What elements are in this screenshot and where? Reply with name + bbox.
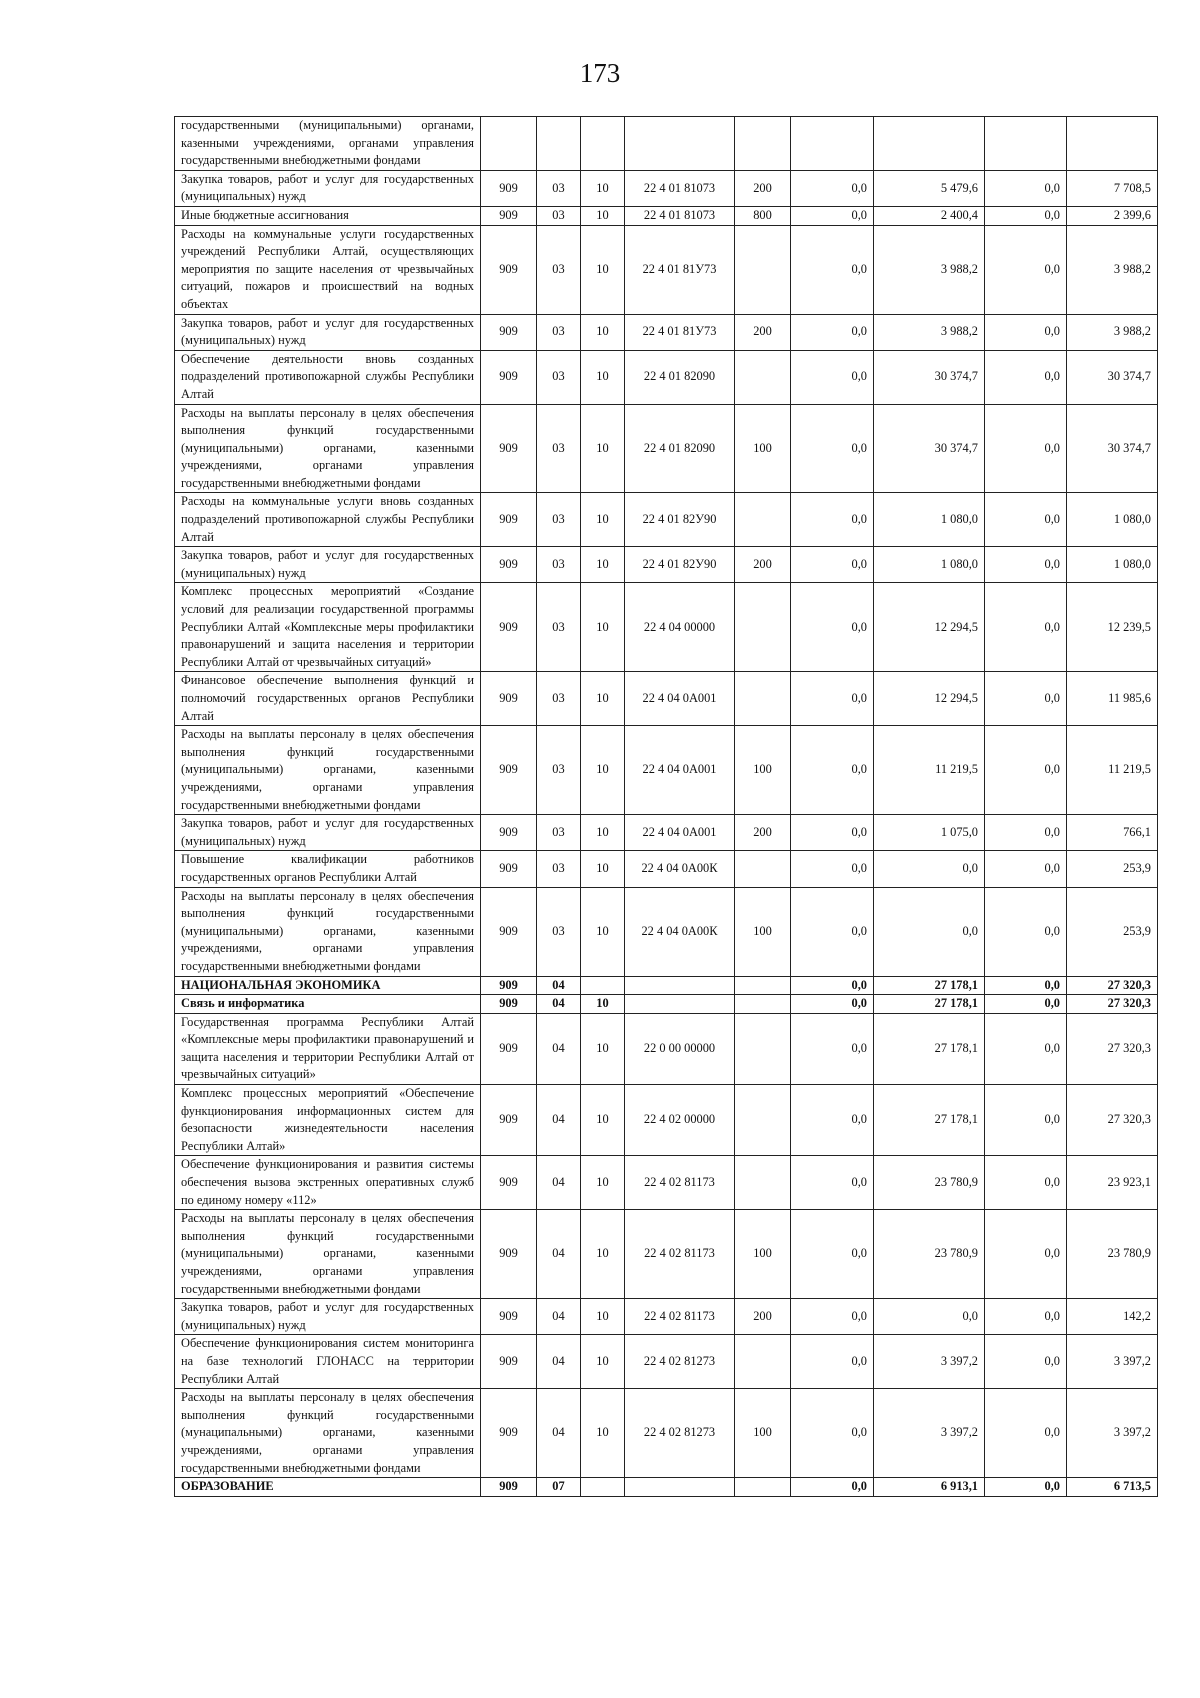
amount-cell-3 xyxy=(985,117,1067,171)
amount-cell-2: 3 988,2 xyxy=(874,225,985,314)
amount-cell-2: 27 178,1 xyxy=(874,1013,985,1084)
amount-cell-1: 0,0 xyxy=(791,1013,874,1084)
subsection-code-cell: 10 xyxy=(581,887,625,976)
expense-type-cell: 100 xyxy=(735,404,791,493)
expense-name-cell: Комплекс процессных мероприятий «Создание условий для реализации государственной программы Республики Алтай «Комплексные меры профилактики правонарушений и защита населения и территории Республики Алтай от чрезвычайных ситуаций» xyxy=(175,583,481,672)
amount-cell-4: 23 923,1 xyxy=(1067,1156,1158,1210)
expense-name-cell: Расходы на выплаты персоналу в целях обеспечения выполнения функций государственными (муниципальными) органами, казенными учреждениями, органами управления государственными внебюджетными фондами xyxy=(175,726,481,815)
amount-cell-1: 0,0 xyxy=(791,493,874,547)
amount-cell-3: 0,0 xyxy=(985,1085,1067,1156)
grbs-code-cell: 909 xyxy=(481,547,537,583)
table-row xyxy=(175,547,1158,583)
expense-type-cell xyxy=(735,493,791,547)
amount-cell-2: 0,0 xyxy=(874,851,985,887)
expense-type-cell xyxy=(735,672,791,726)
expense-name-cell: Расходы на выплаты персоналу в целях обеспечения выполнения функций государственными (мунаципальными) органами, казенными учреждениями, органами управления государственными внебюджетными фондами xyxy=(175,1389,481,1478)
section-code-cell: 04 xyxy=(537,976,581,995)
subsection-code-cell: 10 xyxy=(581,995,625,1014)
amount-cell-2: 30 374,7 xyxy=(874,350,985,404)
amount-cell-4: 2 399,6 xyxy=(1067,206,1158,225)
amount-cell-3: 0,0 xyxy=(985,851,1067,887)
target-article-cell: 22 4 04 0А001 xyxy=(625,672,735,726)
page-number: 173 xyxy=(579,58,621,88)
grbs-code-cell: 909 xyxy=(481,1210,537,1299)
grbs-code-cell: 909 xyxy=(481,170,537,206)
amount-cell-3: 0,0 xyxy=(985,1156,1067,1210)
subsection-code-cell: 10 xyxy=(581,672,625,726)
grbs-code-cell: 909 xyxy=(481,1335,537,1389)
expense-type-cell: 100 xyxy=(735,1210,791,1299)
amount-cell-4: 6 713,5 xyxy=(1067,1478,1158,1497)
expense-name-cell: Закупка товаров, работ и услуг для государственных (муниципальных) нужд xyxy=(175,170,481,206)
amount-cell-4: 1 080,0 xyxy=(1067,547,1158,583)
amount-cell-4: 766,1 xyxy=(1067,815,1158,851)
amount-cell-1: 0,0 xyxy=(791,350,874,404)
expense-type-cell xyxy=(735,851,791,887)
section-code-cell: 03 xyxy=(537,672,581,726)
amount-cell-4: 27 320,3 xyxy=(1067,995,1158,1014)
section-code-cell: 03 xyxy=(537,583,581,672)
amount-cell-4 xyxy=(1067,117,1158,171)
target-article-cell: 22 4 04 00000 xyxy=(625,583,735,672)
expense-name-cell: Расходы на выплаты персоналу в целях обеспечения выполнения функций государственными (муниципальными) органами, казенными учреждениями, органами управления государственными внебюджетными фондами xyxy=(175,404,481,493)
table-row xyxy=(175,1389,1158,1478)
target-article-cell: 22 4 01 81073 xyxy=(625,206,735,225)
table-row xyxy=(175,672,1158,726)
amount-cell-4: 253,9 xyxy=(1067,887,1158,976)
amount-cell-4: 253,9 xyxy=(1067,851,1158,887)
expense-type-cell: 200 xyxy=(735,815,791,851)
amount-cell-3: 0,0 xyxy=(985,206,1067,225)
amount-cell-3: 0,0 xyxy=(985,225,1067,314)
section-code-cell: 03 xyxy=(537,206,581,225)
subsection-code-cell: 10 xyxy=(581,314,625,350)
grbs-code-cell: 909 xyxy=(481,225,537,314)
target-article-cell: 22 4 02 81173 xyxy=(625,1210,735,1299)
section-code-cell: 03 xyxy=(537,887,581,976)
section-code-cell: 04 xyxy=(537,1299,581,1335)
amount-cell-1: 0,0 xyxy=(791,1478,874,1497)
subsection-code-cell: 10 xyxy=(581,225,625,314)
expense-name-cell: Государственная программа Республики Алтай «Комплексные меры профилактики правонарушений и защита населения и территории Республики Алтай от чрезвычайных ситуаций» xyxy=(175,1013,481,1084)
grbs-code-cell: 909 xyxy=(481,851,537,887)
subsection-code-cell: 10 xyxy=(581,404,625,493)
amount-cell-3: 0,0 xyxy=(985,170,1067,206)
table-row xyxy=(175,976,1158,995)
amount-cell-4: 7 708,5 xyxy=(1067,170,1158,206)
target-article-cell: 22 4 02 00000 xyxy=(625,1085,735,1156)
subsection-code-cell xyxy=(581,117,625,171)
expense-name-cell: Расходы на выплаты персоналу в целях обеспечения выполнения функций государственными (муниципальными) органами, казенными учреждениями, органами управления государственными внебюджетными фондами xyxy=(175,887,481,976)
section-code-cell: 07 xyxy=(537,1478,581,1497)
target-article-cell: 22 4 01 82090 xyxy=(625,350,735,404)
amount-cell-1 xyxy=(791,117,874,171)
grbs-code-cell: 909 xyxy=(481,726,537,815)
expense-name-cell: Повышение квалификации работников государственных органов Республики Алтай xyxy=(175,851,481,887)
section-code-cell: 04 xyxy=(537,1210,581,1299)
table-row xyxy=(175,1156,1158,1210)
amount-cell-2 xyxy=(874,117,985,171)
subsection-code-cell: 10 xyxy=(581,170,625,206)
amount-cell-3: 0,0 xyxy=(985,887,1067,976)
amount-cell-3: 0,0 xyxy=(985,726,1067,815)
expense-type-cell xyxy=(735,995,791,1014)
amount-cell-1: 0,0 xyxy=(791,1335,874,1389)
amount-cell-3: 0,0 xyxy=(985,404,1067,493)
amount-cell-3: 0,0 xyxy=(985,547,1067,583)
expense-name-cell: Закупка товаров, работ и услуг для государственных (муниципальных) нужд xyxy=(175,815,481,851)
amount-cell-4: 1 080,0 xyxy=(1067,493,1158,547)
section-code-cell: 03 xyxy=(537,815,581,851)
table-row xyxy=(175,117,1158,171)
subsection-code-cell xyxy=(581,1478,625,1497)
grbs-code-cell: 909 xyxy=(481,314,537,350)
section-code-cell: 04 xyxy=(537,1156,581,1210)
grbs-code-cell: 909 xyxy=(481,1013,537,1084)
amount-cell-1: 0,0 xyxy=(791,815,874,851)
target-article-cell: 22 4 01 81У73 xyxy=(625,314,735,350)
subsection-code-cell: 10 xyxy=(581,350,625,404)
expense-type-cell xyxy=(735,976,791,995)
target-article-cell: 22 4 04 0А00К xyxy=(625,851,735,887)
table-row xyxy=(175,1013,1158,1084)
amount-cell-3: 0,0 xyxy=(985,976,1067,995)
expense-name-cell: Финансовое обеспечение выполнения функций и полномочий государственных органов Республики Алтай xyxy=(175,672,481,726)
amount-cell-3: 0,0 xyxy=(985,1389,1067,1478)
amount-cell-2: 12 294,5 xyxy=(874,672,985,726)
amount-cell-2: 1 080,0 xyxy=(874,547,985,583)
amount-cell-4: 11 219,5 xyxy=(1067,726,1158,815)
amount-cell-1: 0,0 xyxy=(791,976,874,995)
amount-cell-1: 0,0 xyxy=(791,1156,874,1210)
amount-cell-2: 30 374,7 xyxy=(874,404,985,493)
expense-type-cell: 100 xyxy=(735,726,791,815)
grbs-code-cell: 909 xyxy=(481,1389,537,1478)
table-row xyxy=(175,404,1158,493)
target-article-cell xyxy=(625,995,735,1014)
amount-cell-1: 0,0 xyxy=(791,170,874,206)
target-article-cell xyxy=(625,1478,735,1497)
target-article-cell xyxy=(625,117,735,171)
amount-cell-2: 1 080,0 xyxy=(874,493,985,547)
amount-cell-1: 0,0 xyxy=(791,995,874,1014)
grbs-code-cell: 909 xyxy=(481,995,537,1014)
table-row xyxy=(175,726,1158,815)
section-code-cell: 03 xyxy=(537,170,581,206)
table-row xyxy=(175,815,1158,851)
expense-type-cell xyxy=(735,350,791,404)
table-row xyxy=(175,1085,1158,1156)
grbs-code-cell: 909 xyxy=(481,1085,537,1156)
grbs-code-cell: 909 xyxy=(481,1299,537,1335)
expense-name-cell: Расходы на коммунальные услуги вновь созданных подразделений противопожарной службы Республики Алтай xyxy=(175,493,481,547)
amount-cell-1: 0,0 xyxy=(791,225,874,314)
expense-name-cell: Закупка товаров, работ и услуг для государственных (муниципальных) нужд xyxy=(175,314,481,350)
target-article-cell: 22 4 01 82У90 xyxy=(625,493,735,547)
subsection-code-cell: 10 xyxy=(581,1299,625,1335)
amount-cell-4: 30 374,7 xyxy=(1067,350,1158,404)
grbs-code-cell: 909 xyxy=(481,976,537,995)
table-row xyxy=(175,1210,1158,1299)
section-code-cell: 03 xyxy=(537,314,581,350)
amount-cell-3: 0,0 xyxy=(985,350,1067,404)
expense-name-cell: Связь и информатика xyxy=(175,995,481,1014)
amount-cell-2: 3 397,2 xyxy=(874,1335,985,1389)
target-article-cell: 22 4 02 81173 xyxy=(625,1299,735,1335)
amount-cell-2: 23 780,9 xyxy=(874,1156,985,1210)
section-code-cell: 04 xyxy=(537,1389,581,1478)
target-article-cell: 22 4 04 0А001 xyxy=(625,726,735,815)
subsection-code-cell: 10 xyxy=(581,1085,625,1156)
table-row xyxy=(175,314,1158,350)
amount-cell-1: 0,0 xyxy=(791,404,874,493)
amount-cell-1: 0,0 xyxy=(791,851,874,887)
expense-name-cell: ОБРАЗОВАНИЕ xyxy=(175,1478,481,1497)
target-article-cell: 22 4 01 81У73 xyxy=(625,225,735,314)
target-article-cell: 22 4 04 0А001 xyxy=(625,815,735,851)
amount-cell-3: 0,0 xyxy=(985,1478,1067,1497)
expense-name-cell: Обеспечение функционирования систем мониторинга на базе технологий ГЛОНАСС на территории Республики Алтай xyxy=(175,1335,481,1389)
section-code-cell: 03 xyxy=(537,493,581,547)
table-row xyxy=(175,350,1158,404)
amount-cell-4: 27 320,3 xyxy=(1067,1085,1158,1156)
grbs-code-cell: 909 xyxy=(481,206,537,225)
amount-cell-3: 0,0 xyxy=(985,815,1067,851)
expense-type-cell xyxy=(735,583,791,672)
target-article-cell: 22 4 01 82090 xyxy=(625,404,735,493)
section-code-cell xyxy=(537,117,581,171)
grbs-code-cell: 909 xyxy=(481,887,537,976)
amount-cell-2: 6 913,1 xyxy=(874,1478,985,1497)
amount-cell-3: 0,0 xyxy=(985,314,1067,350)
subsection-code-cell: 10 xyxy=(581,851,625,887)
target-article-cell: 22 4 02 81273 xyxy=(625,1335,735,1389)
table-body xyxy=(175,117,1158,1497)
amount-cell-2: 0,0 xyxy=(874,1299,985,1335)
amount-cell-3: 0,0 xyxy=(985,583,1067,672)
subsection-code-cell: 10 xyxy=(581,547,625,583)
budget-table xyxy=(174,116,1158,1497)
amount-cell-4: 3 988,2 xyxy=(1067,225,1158,314)
table-row xyxy=(175,851,1158,887)
section-code-cell: 04 xyxy=(537,995,581,1014)
amount-cell-3: 0,0 xyxy=(985,1210,1067,1299)
expense-type-cell: 200 xyxy=(735,170,791,206)
table-row xyxy=(175,170,1158,206)
amount-cell-4: 27 320,3 xyxy=(1067,1013,1158,1084)
expense-name-cell: Комплекс процессных мероприятий «Обеспечение функционирования информационных систем для безопасности жизнедеятельности населения Республики Алтай» xyxy=(175,1085,481,1156)
expense-type-cell: 100 xyxy=(735,887,791,976)
expense-name-cell: Закупка товаров, работ и услуг для государственных (муниципальных) нужд xyxy=(175,1299,481,1335)
expense-type-cell xyxy=(735,1335,791,1389)
amount-cell-1: 0,0 xyxy=(791,583,874,672)
grbs-code-cell: 909 xyxy=(481,583,537,672)
expense-type-cell xyxy=(735,1156,791,1210)
expense-type-cell: 200 xyxy=(735,314,791,350)
table-row xyxy=(175,1478,1158,1497)
expense-type-cell xyxy=(735,225,791,314)
grbs-code-cell: 909 xyxy=(481,1478,537,1497)
grbs-code-cell xyxy=(481,117,537,171)
expense-name-cell: Расходы на выплаты персоналу в целях обеспечения выполнения функций государственными (муниципальными) органами, казенными учреждениями, органами управления государственными внебюджетными фондами xyxy=(175,1210,481,1299)
expense-name-cell: Закупка товаров, работ и услуг для государственных (муниципальных) нужд xyxy=(175,547,481,583)
subsection-code-cell: 10 xyxy=(581,493,625,547)
target-article-cell: 22 4 02 81173 xyxy=(625,1156,735,1210)
table-row xyxy=(175,1335,1158,1389)
amount-cell-2: 5 479,6 xyxy=(874,170,985,206)
amount-cell-1: 0,0 xyxy=(791,726,874,815)
subsection-code-cell: 10 xyxy=(581,726,625,815)
amount-cell-4: 23 780,9 xyxy=(1067,1210,1158,1299)
grbs-code-cell: 909 xyxy=(481,350,537,404)
expense-type-cell xyxy=(735,1013,791,1084)
amount-cell-1: 0,0 xyxy=(791,1389,874,1478)
amount-cell-2: 3 397,2 xyxy=(874,1389,985,1478)
subsection-code-cell: 10 xyxy=(581,206,625,225)
grbs-code-cell: 909 xyxy=(481,404,537,493)
amount-cell-2: 2 400,4 xyxy=(874,206,985,225)
amount-cell-4: 11 985,6 xyxy=(1067,672,1158,726)
target-article-cell: 22 4 01 81073 xyxy=(625,170,735,206)
amount-cell-2: 1 075,0 xyxy=(874,815,985,851)
expense-type-cell: 100 xyxy=(735,1389,791,1478)
expense-type-cell: 200 xyxy=(735,547,791,583)
amount-cell-4: 12 239,5 xyxy=(1067,583,1158,672)
amount-cell-2: 3 988,2 xyxy=(874,314,985,350)
amount-cell-1: 0,0 xyxy=(791,887,874,976)
amount-cell-1: 0,0 xyxy=(791,547,874,583)
amount-cell-2: 27 178,1 xyxy=(874,995,985,1014)
subsection-code-cell: 10 xyxy=(581,1335,625,1389)
expense-type-cell xyxy=(735,1478,791,1497)
section-code-cell: 03 xyxy=(537,225,581,314)
expense-name-cell: НАЦИОНАЛЬНАЯ ЭКОНОМИКА xyxy=(175,976,481,995)
amount-cell-4: 27 320,3 xyxy=(1067,976,1158,995)
expense-name-cell: Обеспечение деятельности вновь созданных подразделений противопожарной службы Республики Алтай xyxy=(175,350,481,404)
expense-name-cell: государственными (муниципальными) органами, казенными учреждениями, органами управления государственными внебюджетными фондами xyxy=(175,117,481,171)
amount-cell-4: 142,2 xyxy=(1067,1299,1158,1335)
grbs-code-cell: 909 xyxy=(481,1156,537,1210)
table-row xyxy=(175,995,1158,1014)
grbs-code-cell: 909 xyxy=(481,672,537,726)
amount-cell-1: 0,0 xyxy=(791,314,874,350)
amount-cell-2: 23 780,9 xyxy=(874,1210,985,1299)
section-code-cell: 03 xyxy=(537,851,581,887)
expense-type-cell xyxy=(735,1085,791,1156)
target-article-cell: 22 4 01 82У90 xyxy=(625,547,735,583)
amount-cell-2: 11 219,5 xyxy=(874,726,985,815)
amount-cell-1: 0,0 xyxy=(791,1085,874,1156)
amount-cell-3: 0,0 xyxy=(985,1335,1067,1389)
subsection-code-cell: 10 xyxy=(581,1210,625,1299)
table-row xyxy=(175,583,1158,672)
amount-cell-4: 3 397,2 xyxy=(1067,1335,1158,1389)
target-article-cell: 22 4 04 0А00К xyxy=(625,887,735,976)
amount-cell-3: 0,0 xyxy=(985,1299,1067,1335)
subsection-code-cell: 10 xyxy=(581,1156,625,1210)
subsection-code-cell: 10 xyxy=(581,815,625,851)
target-article-cell: 22 0 00 00000 xyxy=(625,1013,735,1084)
amount-cell-2: 27 178,1 xyxy=(874,1085,985,1156)
expense-name-cell: Обеспечение функционирования и развития системы обеспечения вызова экстренных оперативных служб по единому номеру «112» xyxy=(175,1156,481,1210)
table-row xyxy=(175,206,1158,225)
subsection-code-cell: 10 xyxy=(581,583,625,672)
grbs-code-cell: 909 xyxy=(481,493,537,547)
expense-name-cell: Расходы на коммунальные услуги государственных учреждений Республики Алтай, осуществляющих мероприятия по защите населения от чрезвычайных ситуаций, пожаров и происшествий на водных объектах xyxy=(175,225,481,314)
amount-cell-1: 0,0 xyxy=(791,672,874,726)
amount-cell-1: 0,0 xyxy=(791,1210,874,1299)
subsection-code-cell: 10 xyxy=(581,1013,625,1084)
amount-cell-3: 0,0 xyxy=(985,493,1067,547)
section-code-cell: 04 xyxy=(537,1085,581,1156)
amount-cell-3: 0,0 xyxy=(985,672,1067,726)
subsection-code-cell xyxy=(581,976,625,995)
section-code-cell: 03 xyxy=(537,726,581,815)
table-row xyxy=(175,225,1158,314)
expense-type-cell: 200 xyxy=(735,1299,791,1335)
amount-cell-3: 0,0 xyxy=(985,1013,1067,1084)
target-article-cell xyxy=(625,976,735,995)
amount-cell-1: 0,0 xyxy=(791,206,874,225)
table-row xyxy=(175,887,1158,976)
expense-type-cell: 800 xyxy=(735,206,791,225)
section-code-cell: 03 xyxy=(537,404,581,493)
amount-cell-2: 27 178,1 xyxy=(874,976,985,995)
section-code-cell: 04 xyxy=(537,1013,581,1084)
section-code-cell: 03 xyxy=(537,547,581,583)
amount-cell-4: 3 988,2 xyxy=(1067,314,1158,350)
section-code-cell: 04 xyxy=(537,1335,581,1389)
amount-cell-1: 0,0 xyxy=(791,1299,874,1335)
section-code-cell: 03 xyxy=(537,350,581,404)
subsection-code-cell: 10 xyxy=(581,1389,625,1478)
table-row xyxy=(175,1299,1158,1335)
amount-cell-4: 3 397,2 xyxy=(1067,1389,1158,1478)
expense-type-cell xyxy=(735,117,791,171)
amount-cell-3: 0,0 xyxy=(985,995,1067,1014)
amount-cell-4: 30 374,7 xyxy=(1067,404,1158,493)
target-article-cell: 22 4 02 81273 xyxy=(625,1389,735,1478)
table-row xyxy=(175,493,1158,547)
amount-cell-2: 0,0 xyxy=(874,887,985,976)
amount-cell-2: 12 294,5 xyxy=(874,583,985,672)
expense-name-cell: Иные бюджетные ассигнования xyxy=(175,206,481,225)
grbs-code-cell: 909 xyxy=(481,815,537,851)
